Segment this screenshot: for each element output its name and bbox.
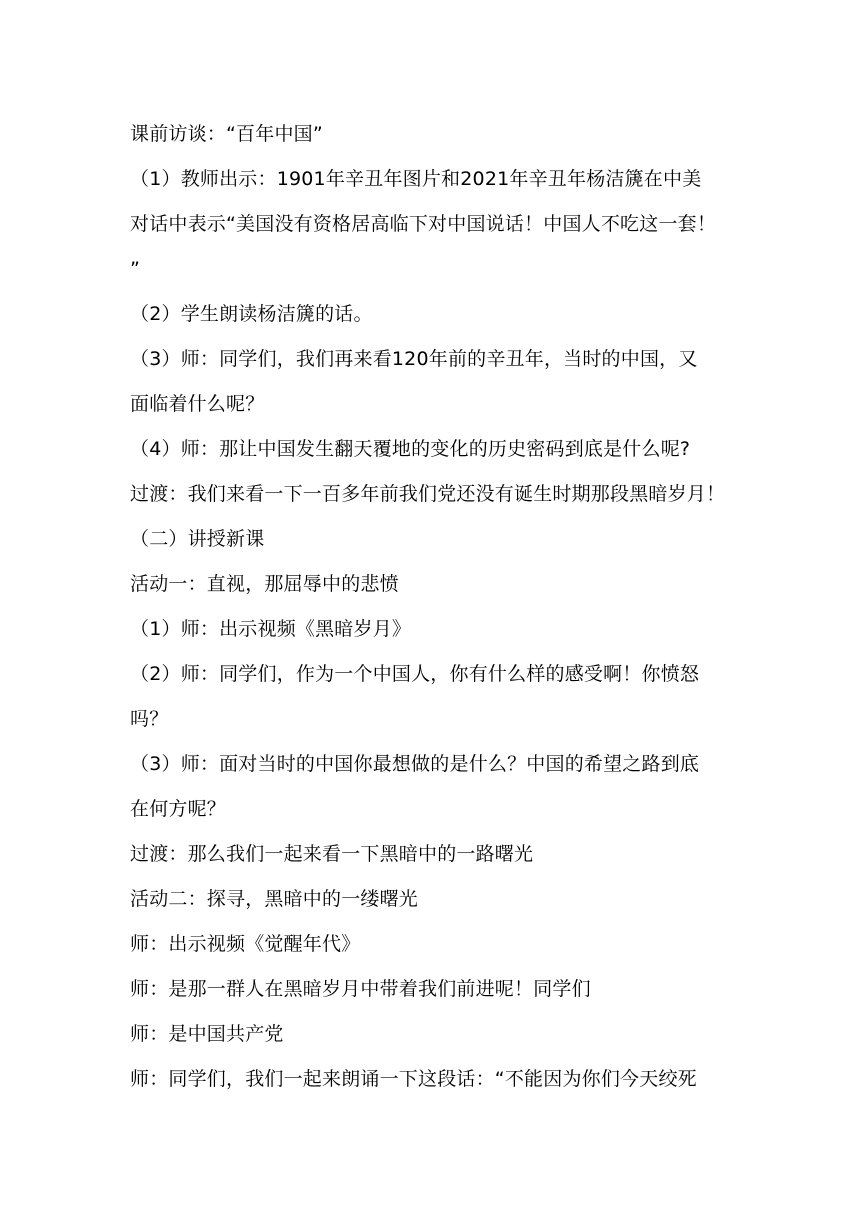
text-line: 吗？	[130, 708, 169, 730]
text-line: （2）师：同学们，作为一个中国人，你有什么样的感受啊！你愤怒	[130, 663, 700, 685]
text-line: （3）师：面对当时的中国你最想做的是什么？中国的希望之路到底	[130, 753, 700, 775]
text-line: 对话中表示“美国没有资格居高临下对中国说话！中国人不吃这一套！	[130, 213, 717, 235]
text-line: ”	[130, 258, 141, 280]
document-body	[130, 112, 750, 1102]
text-line: 课前访谈：“百年中国”	[130, 123, 323, 145]
text-line: 过渡：那么我们一起来看一下黑暗中的一路曙光	[130, 843, 534, 865]
text-line: 师：是那一群人在黑暗岁月中带着我们前进呢！同学们	[130, 978, 591, 1000]
text-line: （4）师：那让中国发生翻天覆地的变化的历史密码到底是什么呢?	[130, 438, 691, 460]
text-line: （1）教师出示：1901年辛丑年图片和2021年辛丑年杨洁篪在中美	[130, 168, 702, 190]
text-line: （2）学生朗读杨洁篪的话。	[130, 303, 373, 325]
text-line: （1）师：出示视频《黑暗岁月》	[130, 618, 412, 640]
text-line: 面临着什么呢？	[130, 393, 265, 415]
text-line: 师：同学们，我们一起来朗诵一下这段话：“不能因为你们今天绞死	[130, 1068, 697, 1090]
text-line: 在何方呢？	[130, 798, 227, 820]
text-line: 师：是中国共产党	[130, 1023, 284, 1045]
text-line: （3）师：同学们，我们再来看120年前的辛丑年，当时的中国，又	[130, 348, 698, 370]
section-heading: （二）讲授新课	[130, 528, 265, 550]
activity-heading: 活动一：直视，那屈辱中的悲愤	[130, 573, 399, 595]
text-line: 过渡：我们来看一下一百多年前我们党还没有诞生时期那段黑暗岁月！	[130, 483, 726, 505]
activity-heading: 活动二：探寻，黑暗中的一缕曙光	[130, 888, 419, 910]
text-line: 师：出示视频《觉醒年代》	[130, 933, 361, 955]
